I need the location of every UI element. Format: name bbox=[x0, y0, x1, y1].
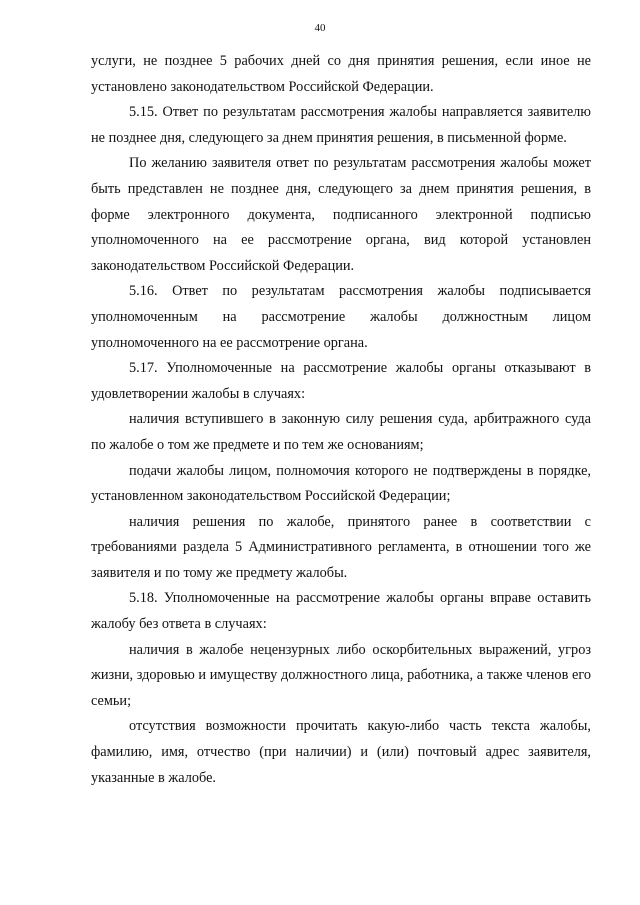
list-item-offensive-language: наличия в жалобе нецензурных либо оскорбительных выражений, угроз жизни, здоровью и имуществу должностного лица, работника, а также членов его семьи; bbox=[91, 641, 591, 709]
document-body bbox=[91, 49, 591, 791]
paragraph-5-18: 5.18. Уполномоченные на рассмотрение жалобы органы вправе оставить жалобу без ответа в случаях: bbox=[91, 590, 591, 633]
paragraph-5-15: 5.15. Ответ по результатам рассмотрения жалобы направляется заявителю не позднее дня, следующего за днем принятия решения, в письменной форме. bbox=[91, 104, 591, 146]
paragraph-5-16: 5.16. Ответ по результатам рассмотрения жалобы подписывается уполномоченным на рассмотрение жалобы должностным лицом уполномоченного на ее рассмотрение органа. bbox=[91, 283, 591, 351]
list-item-unconfirmed-authority: подачи жалобы лицом, полномочия которого не подтверждены в порядке, установленном законодательством Российской Федерации; bbox=[91, 462, 591, 505]
list-item-prior-decision: наличия решения по жалобе, принятого ранее в соответствии с требованиями раздела 5 Административного регламента, в отношении того же заявителя и по тому же предмету жалобы. bbox=[91, 513, 591, 581]
list-item-court-decision: наличия вступившего в законную силу решения суда, арбитражного суда по жалобе о том же предмете и по тем же основаниям; bbox=[91, 411, 591, 453]
paragraph-electronic-response: По желанию заявителя ответ по результатам рассмотрения жалобы может быть представлен не позднее дня, следующего за днем принятия решения, в форме электронного документа, подписанного электронной подписью уполномоченного на ее рассмотрение органа, вид которой установлен законодательством Российской Федерации. bbox=[91, 155, 591, 274]
page-number: 40 bbox=[314, 22, 326, 34]
list-item-unreadable-text: отсутствия возможности прочитать какую-либо часть текста жалобы, фамилию, имя, отчество (при наличии) и (или) почтовый адрес заявителя, указанные в жалобе. bbox=[91, 718, 591, 786]
paragraph-5-17: 5.17. Уполномоченные на рассмотрение жалобы органы отказывают в удовлетворении жалобы в случаях: bbox=[91, 360, 591, 402]
paragraph-continuation: услуги, не позднее 5 рабочих дней со дня принятия решения, если иное не установлено законодательством Российской Федерации. bbox=[91, 53, 591, 95]
